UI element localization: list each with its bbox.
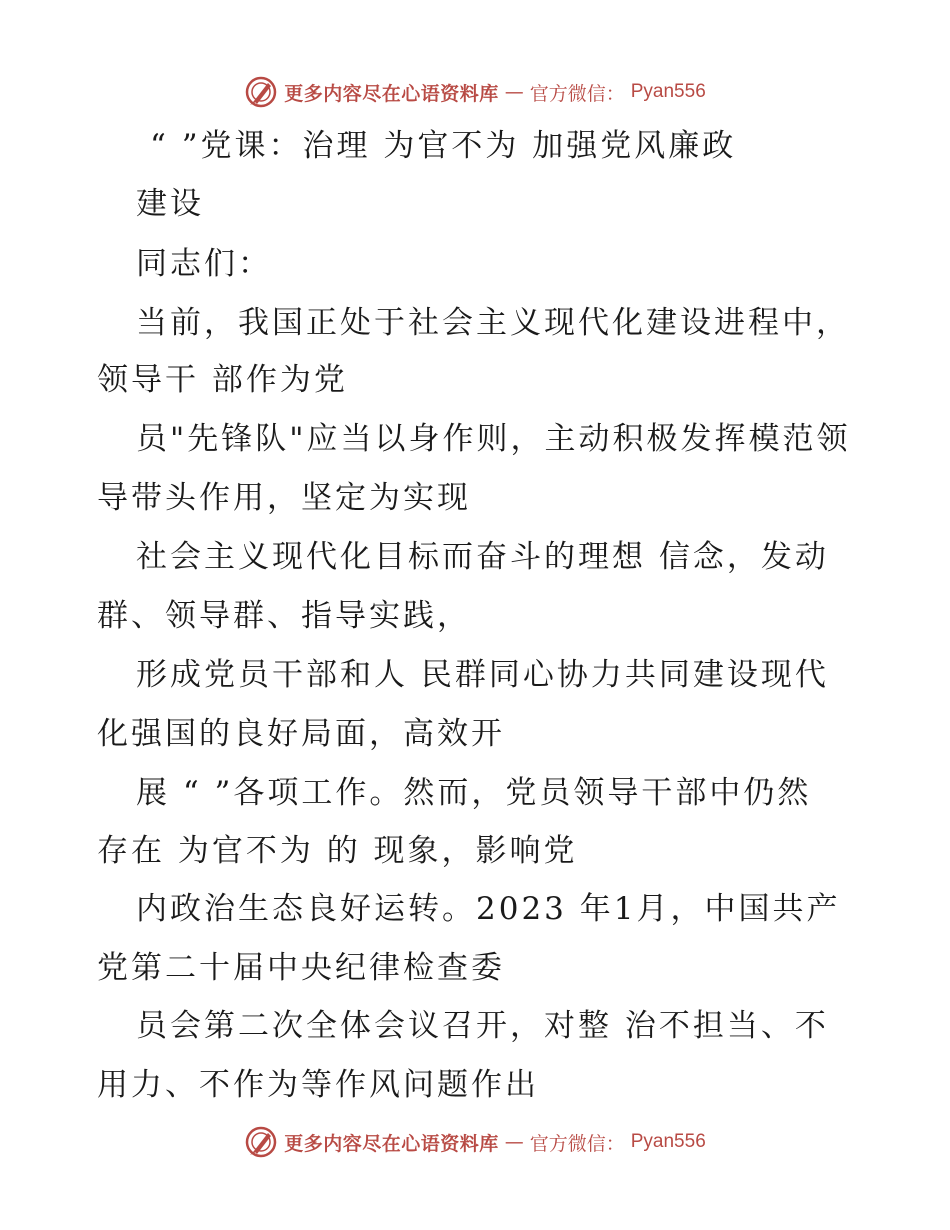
body-line: 员"先锋队"应当以身作则，主动积极发挥模范领 (136, 421, 851, 457)
footer-watermark (0, 1122, 950, 1162)
watermark-wechat-label: 官方微信： (529, 1132, 625, 1155)
watermark-wechat-label: 官方微信： (529, 82, 625, 105)
header-watermark (0, 72, 950, 112)
watermark-wechat-id: Pyan556 (630, 81, 706, 102)
body-line: 领导干 部作为党 (97, 362, 348, 398)
body-line: 党第二十届中央纪律检查委 (97, 950, 505, 986)
watermark-brand: 更多内容尽在心语资料库 (284, 82, 499, 105)
body-line: 社会主义现代化目标而奋斗的理想 信念，发动 (136, 539, 829, 575)
watermark-wechat-id: Pyan556 (630, 1131, 706, 1152)
body-line: 内政治生态良好运转。2023 年1月，中国共产 (136, 891, 841, 927)
watermark-separator: — (504, 81, 524, 103)
body-line: 员会第二次全体会议召开，对整 治不担当、不 (136, 1008, 829, 1044)
brand-logo-icon (244, 1125, 278, 1159)
watermark-separator: — (504, 1131, 524, 1153)
body-line: 展 “ ”各项工作。然而，党员领导干部中仍然 (136, 775, 812, 811)
salutation: 同志们： (136, 246, 272, 282)
document-title-line-2: 建设 (136, 186, 204, 222)
body-line: 当前，我国正处于社会主义现代化建设进程中， (136, 305, 850, 341)
body-line: 用力、不作为等作风问题作出 (97, 1067, 539, 1103)
watermark-brand: 更多内容尽在心语资料库 (284, 1132, 499, 1155)
body-line: 形成党员干部和人 民群同心协力共同建设现代 (136, 657, 829, 693)
body-line: 群、领导群、指导实践， (97, 598, 471, 634)
document-title-line-1: “ ”党课：治理 为官不为 加强党风廉政 (150, 128, 737, 164)
brand-logo-icon (244, 75, 278, 109)
body-line: 化强国的良好局面，高效开 (97, 716, 505, 752)
body-line: 存在 为官不为 的 现象，影响党 (97, 833, 578, 869)
body-line: 导带头作用，坚定为实现 (97, 480, 471, 516)
